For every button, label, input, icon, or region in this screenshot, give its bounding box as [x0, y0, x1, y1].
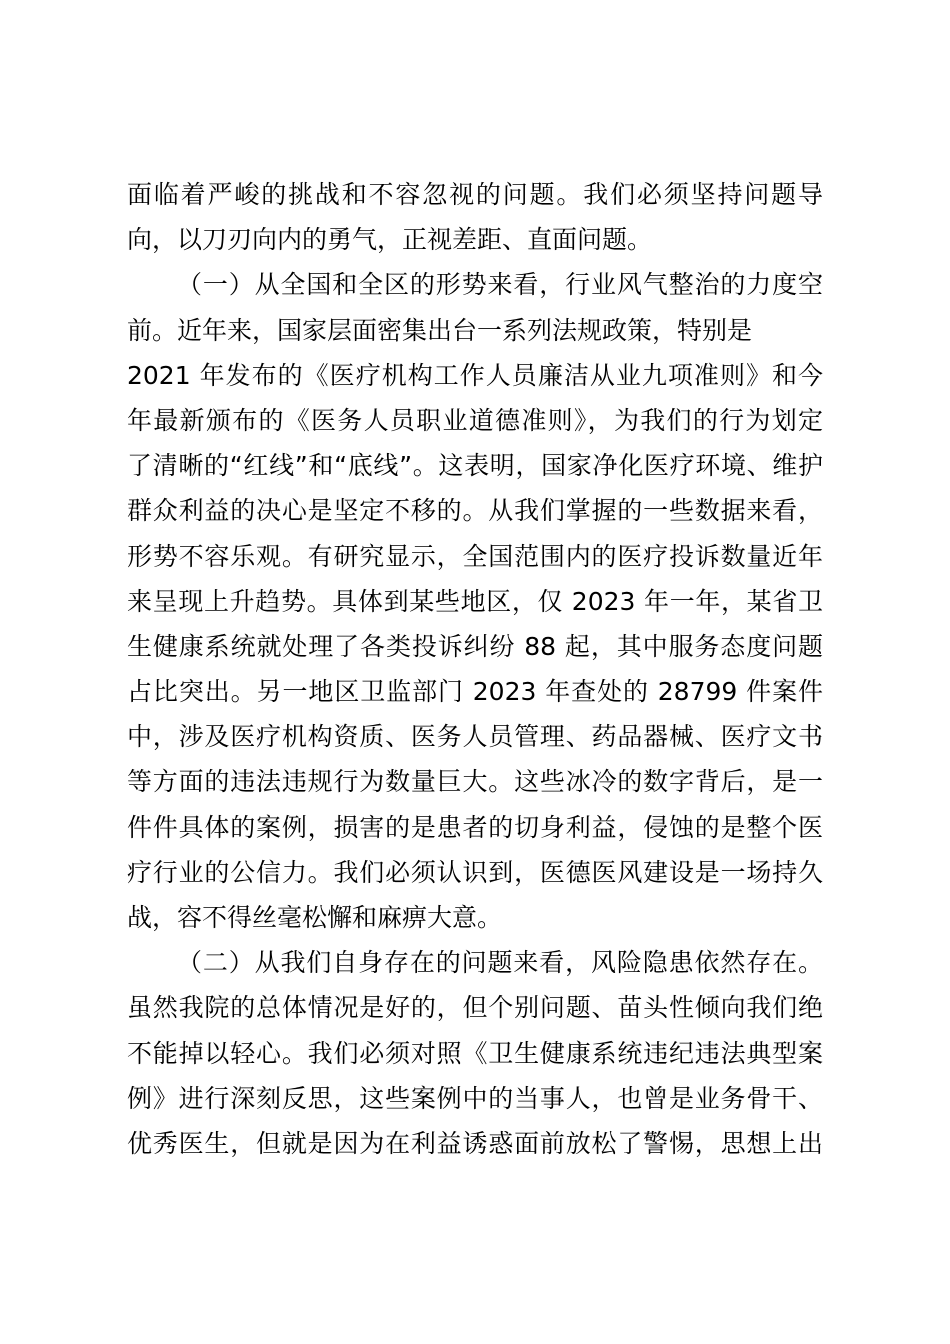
text-line: 年最新颁布的《医务人员职业道德准则》，为我们的行为划定: [127, 405, 823, 435]
paragraph-heading-line: （一）从全国和全区的形势来看，行业风气整治的力度空: [177, 270, 823, 300]
text-line: 例》进行深刻反思，这些案例中的当事人，也曾是业务骨干、: [127, 1083, 823, 1113]
text-line: 向，以刀刃向内的勇气，正视差距、直面问题。: [127, 225, 653, 255]
text-line: 虽然我院的总体情况是好的，但个别问题、苗头性倾向我们绝: [127, 993, 823, 1023]
text-line: 2021 年发布的《医疗机构工作人员廉洁从业九项准则》和今: [127, 360, 823, 390]
text-line: 占比突出。另一地区卫监部门 2023 年查处的 28799 件案件: [127, 677, 823, 707]
text-line: 等方面的违法违规行为数量巨大。这些冰冷的数字背后，是一: [127, 767, 823, 797]
text-line: 中，涉及医疗机构资质、医务人员管理、药品器械、医疗文书: [127, 722, 823, 752]
text-line: 件件具体的案例，损害的是患者的切身利益，侵蚀的是整个医: [127, 812, 823, 842]
text-line: 疗行业的公信力。我们必须认识到，医德医风建设是一场持久: [127, 857, 823, 887]
text-line: 不能掉以轻心。我们必须对照《卫生健康系统违纪违法典型案: [127, 1038, 823, 1068]
document-body: [127, 172, 823, 1166]
paragraph-heading-line: （二）从我们自身存在的问题来看，风险隐患依然存在。: [177, 948, 823, 978]
text-line: 了清晰的“红线”和“底线”。这表明，国家净化医疗环境、维护: [127, 451, 823, 481]
text-line: 优秀医生，但就是因为在利益诱惑面前放松了警惕，思想上出: [127, 1128, 823, 1158]
text-line: 形势不容乐观。有研究显示，全国范围内的医疗投诉数量近年: [127, 541, 823, 571]
text-line: 面临着严峻的挑战和不容忽视的问题。我们必须坚持问题导: [127, 180, 823, 209]
text-line: 生健康系统就处理了各类投诉纠纷 88 起，其中服务态度问题: [127, 631, 823, 661]
text-line: 战，容不得丝毫松懈和麻痹大意。: [127, 903, 503, 932]
text-line: 来呈现上升趋势。具体到某些地区，仅 2023 年一年，某省卫: [127, 586, 823, 616]
text-line: 前。近年来，国家层面密集出台一系列法规政策，特别是: [127, 315, 753, 345]
text-line: 群众利益的决心是坚定不移的。从我们掌握的一些数据来看，: [127, 496, 823, 526]
